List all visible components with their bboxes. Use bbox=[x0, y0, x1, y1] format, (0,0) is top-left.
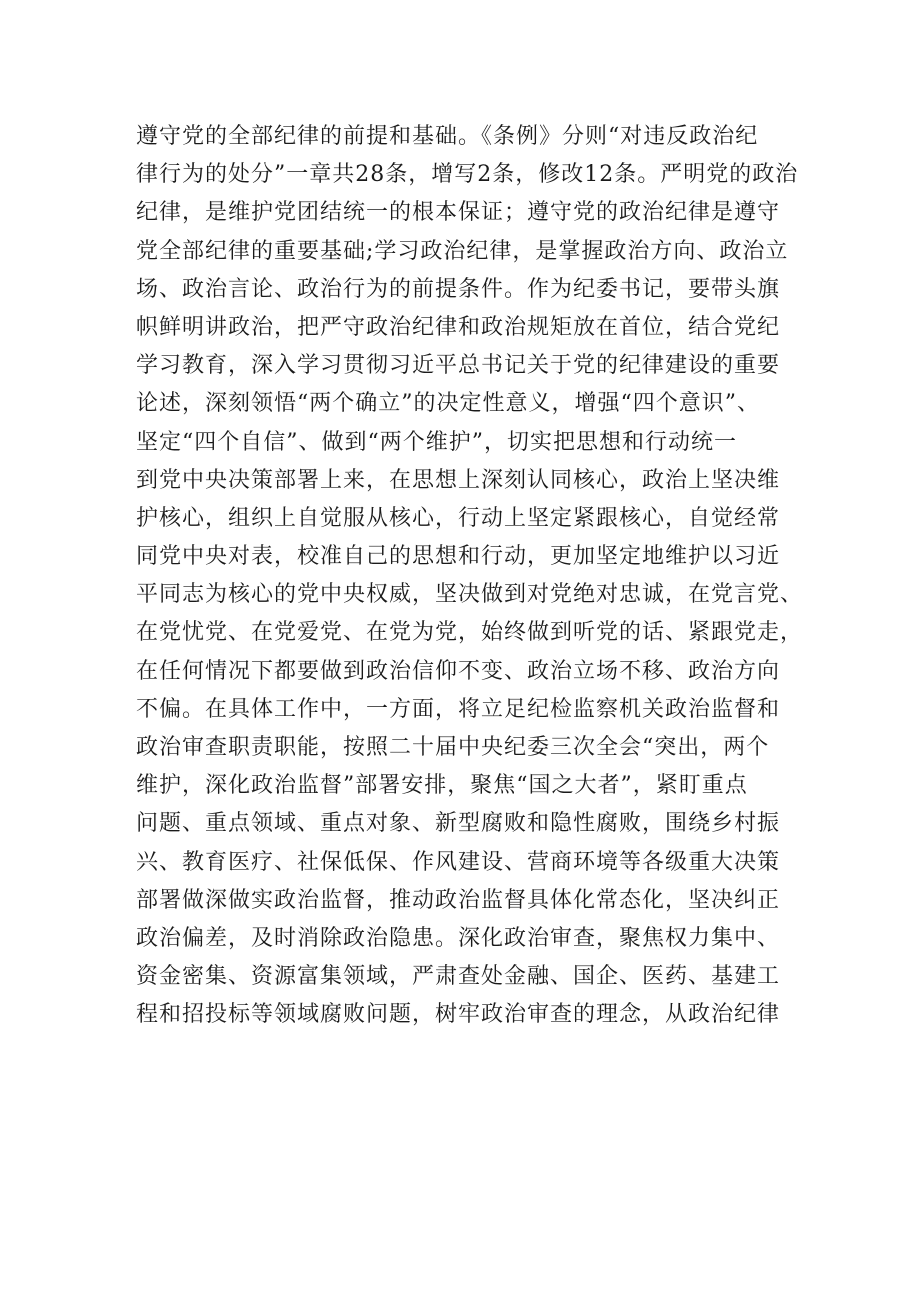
text-line: 到党中央决策部署上来，在思想上深刻认同核心，政治上坚决维 bbox=[136, 467, 781, 493]
text-line: 帜鲜明讲政治，把严守政治纪律和政治规矩放在首位，结合党纪 bbox=[136, 314, 781, 340]
text-line: 政治偏差，及时消除政治隐患。深化政治审查，聚焦权力集中、 bbox=[136, 925, 781, 951]
text-line: 护核心，组织上自觉服从核心，行动上坚定紧跟核心，自觉经常 bbox=[136, 505, 781, 531]
text-line: 场、政治言论、政治行为的前提条件。作为纪委书记，要带头旗 bbox=[136, 276, 781, 302]
text-line: 在任何情况下都要做到政治信仰不变、政治立场不移、政治方向 bbox=[136, 658, 781, 684]
body-text bbox=[136, 118, 804, 1035]
text-line: 程和招投标等领域腐败问题，树牢政治审查的理念，从政治纪律 bbox=[136, 1002, 781, 1028]
text-line: 学习教育，深入学习贯彻习近平总书记关于党的纪律建设的重要 bbox=[136, 353, 781, 379]
text-line: 资金密集、资源富集领域，严肃查处金融、国企、医药、基建工 bbox=[136, 964, 781, 990]
text-line: 纪律，是维护党团结统一的根本保证；遵守党的政治纪律是遵守 bbox=[136, 200, 781, 226]
text-line: 遵守党的全部纪律的前提和基础。《条例》分则“对违反政治纪 bbox=[136, 124, 759, 149]
text-line: 问题、重点领域、重点对象、新型腐败和隐性腐败，围绕乡村振 bbox=[136, 811, 781, 837]
text-line: 不偏。在具体工作中，一方面，将立足纪检监察机关政治监督和 bbox=[136, 696, 781, 722]
text-line: 坚定“四个自信”、做到“两个维护”，切实把思想和行动统一 bbox=[136, 429, 737, 455]
text-line: 维护，深化政治监督”部署安排，聚焦“国之大者”，紧盯重点 bbox=[136, 773, 748, 799]
text-line: 兴、教育医疗、社保低保、作风建设、营商环境等各级重大决策 bbox=[136, 849, 781, 875]
text-line: 平同志为核心的党中央权威，坚决做到对党绝对忠诚，在党言党、 bbox=[136, 582, 804, 608]
text-line: 律行为的处分”一章共28条，增写2条，修改12条。严明党的政治 bbox=[136, 162, 799, 188]
text-line: 部署做深做实政治监督，推动政治监督具体化常态化，坚决纠正 bbox=[136, 887, 781, 913]
text-line: 论述，深刻领悟“两个确立”的决定性意义，增强“四个意识”、 bbox=[136, 391, 760, 417]
text-line: 同党中央对表，校准自己的思想和行动，更加坚定地维护以习近 bbox=[136, 544, 781, 570]
text-line: 党全部纪律的重要基础;学习政治纪律，是掌握政治方向、政治立 bbox=[136, 238, 789, 264]
text-line: 政治审查职责职能，按照二十届中央纪委三次全会“突出，两个 bbox=[136, 735, 770, 760]
text-line: 在党忧党、在党爱党、在党为党，始终做到听党的话、紧跟党走， bbox=[136, 620, 804, 646]
